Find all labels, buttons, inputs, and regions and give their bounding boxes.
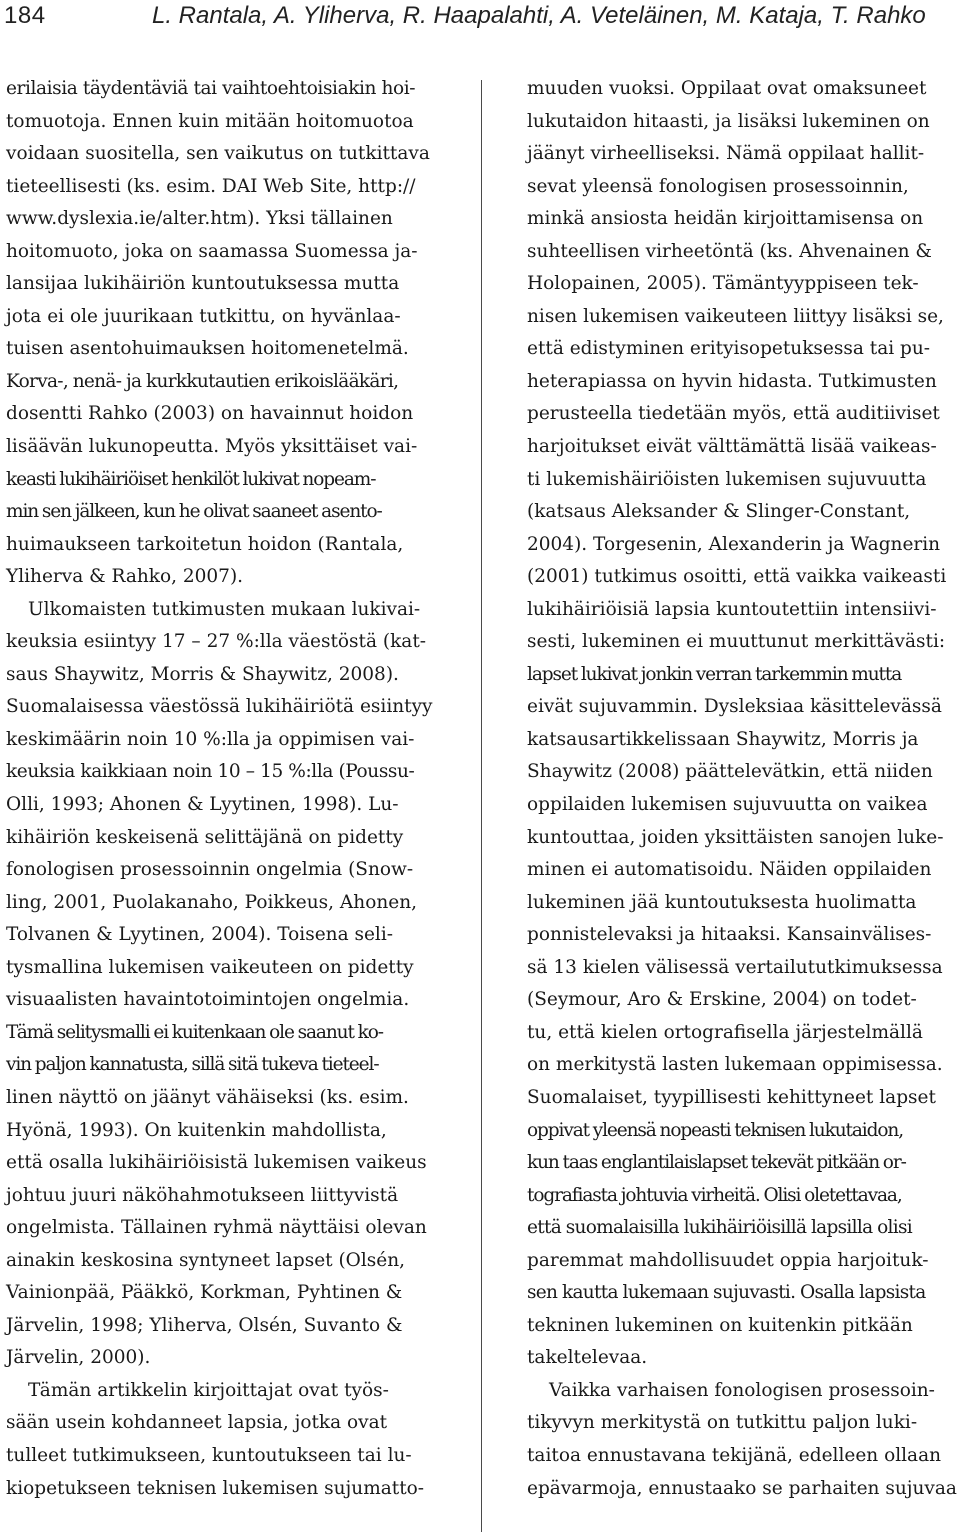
text-line: fonologisen prosessoinnin ongelmia (Snow- — [6, 859, 414, 881]
text-line: takeltelevaa. — [527, 1347, 648, 1369]
text-line: Järvelin, 2000). — [6, 1347, 151, 1369]
text-line: että osalla lukihäiriöisistä lukemisen vaikeus — [6, 1152, 427, 1174]
text-line: visuaalisten havaintotoimintojen ongelmia. — [6, 989, 410, 1011]
text-line: katsausartikkelissaan Shaywitz, Morris ja — [527, 728, 919, 750]
text-line: lansijaa lukihäiriön kuntoutuksessa mutta — [6, 273, 400, 295]
text-line: hoitomuoto, joka on saamassa Suomessa ja- — [6, 240, 418, 262]
column-divider — [481, 80, 482, 1532]
text-line: Yliherva & Rahko, 2007). — [6, 566, 244, 588]
text-line: lukihäiriöisiä lapsia kuntoutettiin intensiivi- — [527, 598, 937, 620]
text-line: tuisen asentohuimauksen hoitomenetelmä. — [6, 338, 409, 360]
text-line: on merkitystä lasten lukemaan oppimisessa. — [527, 1054, 943, 1076]
text-line: kihäiriön keskeisenä selittäjänä on pidetty — [6, 826, 404, 848]
text-line: tikyvyn merkitystä on tutkittu paljon luki- — [527, 1412, 918, 1434]
text-line: linen näyttö on jäänyt vähäiseksi (ks. esim. — [6, 1086, 409, 1108]
text-line: ponnistelevaksi ja hitaaksi. Kansainvälises- — [527, 924, 932, 946]
text-line: Vainionpää, Pääkkö, Korkman, Pyhtinen & — [6, 1282, 403, 1304]
text-line: sesti, lukeminen ei muuttunut merkittävästi: — [527, 631, 946, 653]
text-line: sen kautta lukemaan sujuvasti. Osalla lapsista — [527, 1282, 926, 1304]
text-line: tekninen lukeminen on kuitenkin pitkään — [527, 1314, 913, 1336]
text-line: Holopainen, 2005). Tämäntyyppiseen tek- — [527, 273, 919, 295]
text-line: taitoa ennustavana tekijänä, edelleen ollaan — [527, 1444, 942, 1466]
text-line: että edistyminen erityisopetuksessa tai pu- — [527, 338, 931, 360]
text-line: lukeminen jää kuntoutuksesta huolimatta — [527, 891, 917, 913]
text-line: 2004). Torgesenin, Alexanderin ja Wagnerin — [527, 533, 941, 555]
text-line: (Seymour, Aro & Erskine, 2004) on todet- — [527, 989, 917, 1011]
text-line: lukutaidon hitaasti, ja lisäksi lukeminen on — [527, 110, 930, 132]
text-line: kuntouttaa, joiden yksittäisten sanojen luke- — [527, 826, 944, 848]
page-number: 184 — [4, 2, 46, 29]
text-line: ongelmista. Tällainen ryhmä näyttäisi olevan — [6, 1217, 427, 1239]
text-line: kiopetukseen teknisen lukemisen sujumatto- — [6, 1477, 425, 1499]
text-line: eivät sujuvammin. Dysleksiaa käsittelevässä — [527, 696, 942, 718]
text-line: ainakin keskosina syntyneet lapset (Olsén, — [6, 1249, 406, 1271]
text-line: keskimäärin noin 10 %:lla ja oppimisen vai- — [6, 728, 415, 750]
text-line: Hyönä, 1993). On kuitenkin mahdollista, — [6, 1119, 387, 1141]
text-line: keasti lukihäiriöiset henkilöt lukivat nopeam- — [6, 468, 376, 490]
text-line: että suomalaisilla lukihäiriöisillä lapsilla olisi — [527, 1217, 912, 1239]
text-line: sä 13 kielen välisessä vertailututkimuksessa — [527, 956, 943, 978]
text-line: johtuu juuri näköhahmotukseen liittyvistä — [6, 1184, 399, 1206]
text-line: nisen lukemisen vaikeuteen liittyy lisäksi se, — [527, 305, 944, 327]
text-line: suhteellisen virheetöntä (ks. Ahvenainen & — [527, 240, 932, 262]
right-text-column — [527, 73, 959, 1505]
text-line: tu, että kielen ortografisella järjestelmällä — [527, 1021, 923, 1043]
text-line: (2001) tutkimus osoitti, että vaikka vaikeasti — [527, 566, 947, 588]
text-line: Ulkomaisten tutkimusten mukaan lukivai- — [28, 598, 421, 620]
text-line: perusteella tiedetään myös, että auditiiviset — [527, 403, 940, 425]
text-line: kun taas englantilaislapset tekevät pitkään or- — [527, 1152, 906, 1174]
text-line: epävarmoja, ennustaako se parhaiten sujuvaa — [527, 1477, 957, 1499]
text-line: voidaan suositella, sen vaikutus on tutkittava — [6, 143, 430, 165]
text-line: ti lukemishäiriöisten lukemisen sujuvuutta — [527, 468, 927, 490]
text-line: paremmat mahdollisuudet oppia harjoituk- — [527, 1249, 929, 1271]
text-line: Tämän artikkelin kirjoittajat ovat työs- — [28, 1379, 389, 1401]
text-line: sään usein kohdanneet lapsia, jotka ovat — [6, 1412, 388, 1434]
text-line: harjoitukset eivät välttämättä lisää vaikeas- — [527, 436, 937, 458]
text-line: oppilaiden lukemisen sujuvuutta on vaikea — [527, 794, 928, 816]
text-line: saus Shaywitz, Morris & Shaywitz, 2008). — [6, 663, 399, 685]
text-line: tieteellisesti (ks. esim. DAI Web Site, http:// — [6, 175, 416, 197]
text-line: Suomalaisessa väestössä lukihäiriötä esiintyy — [6, 696, 433, 718]
text-line: tomuotoja. Ennen kuin mitään hoitomuotoa — [6, 110, 414, 132]
text-line: dosentti Rahko (2003) on havainnut hoidon — [6, 403, 414, 425]
text-line: oppivat yleensä nopeasti teknisen lukutaidon, — [527, 1119, 903, 1141]
text-line: Vaikka varhaisen fonologisen prosessoin- — [549, 1379, 935, 1401]
header-authors: L. Rantala, A. Yliherva, R. Haapalahti, A. Veteläinen, M. Kataja, T. Rahko — [152, 2, 926, 29]
text-line: huimaukseen tarkoitetun hoidon (Rantala, — [6, 533, 404, 555]
text-line: Suomalaiset, tyypillisesti kehittyneet lapset — [527, 1086, 936, 1108]
text-line: tulleet tutkimukseen, kuntoutukseen tai lu- — [6, 1444, 412, 1466]
text-line: keuksia kaikkiaan noin 10 – 15 %:lla (Poussu- — [6, 761, 415, 783]
text-line: lisäävän lukunopeutta. Myös yksittäiset vai- — [6, 436, 418, 458]
text-line: Olli, 1993; Ahonen & Lyytinen, 1998). Lu- — [6, 794, 399, 816]
text-line: jota ei ole juurikaan tutkittu, on hyvänlaa- — [6, 305, 401, 327]
text-line: Tämä selitysmalli ei kuitenkaan ole saanut ko- — [6, 1021, 383, 1043]
text-line: (katsaus Aleksander & Slinger-Constant, — [527, 501, 911, 523]
text-line: muuden vuoksi. Oppilaat ovat omaksuneet — [527, 78, 927, 99]
text-line: erilaisia täydentäviä tai vaihtoehtoisiakin hoi- — [6, 78, 416, 99]
left-text-column — [6, 73, 434, 1505]
text-line: Tolvanen & Lyytinen, 2004). Toisena seli- — [6, 924, 394, 946]
text-line: lapset lukivat jonkin verran tarkemmin mutta — [527, 663, 902, 685]
text-line: tysmallina lukemisen vaikeuteen on pidetty — [6, 956, 414, 978]
text-line: sevat yleensä fonologisen prosessoinnin, — [527, 175, 909, 197]
text-line: minen ei automatisoidu. Näiden oppilaiden — [527, 859, 932, 881]
text-line: www.dyslexia.ie/alter.htm). Yksi tällainen — [6, 208, 393, 230]
text-line: min sen jälkeen, kun he olivat saaneet asento- — [6, 501, 382, 523]
text-line: Shaywitz (2008) päättelevätkin, että niiden — [527, 761, 933, 783]
text-line: jäänyt virheelliseksi. Nämä oppilaat hallit- — [527, 143, 925, 165]
text-line: keuksia esiintyy 17 – 27 %:lla väestöstä (kat- — [6, 631, 427, 653]
text-line: minkä ansiosta heidän kirjoittamisensa on — [527, 208, 924, 230]
text-line: ling, 2001, Puolakanaho, Poikkeus, Ahonen, — [6, 891, 418, 913]
text-line: Järvelin, 1998; Yliherva, Olsén, Suvanto & — [6, 1314, 403, 1336]
text-line: vin paljon kannatusta, sillä sitä tukeva tieteel- — [6, 1054, 379, 1076]
text-line: Korva-, nenä- ja kurkkutautien erikoislääkäri, — [6, 370, 399, 392]
running-header — [4, 2, 956, 42]
text-line: heterapiassa on hyvin hidasta. Tutkimusten — [527, 370, 937, 392]
text-line: tografiasta johtuvia virheitä. Olisi oletettavaa, — [527, 1184, 902, 1206]
